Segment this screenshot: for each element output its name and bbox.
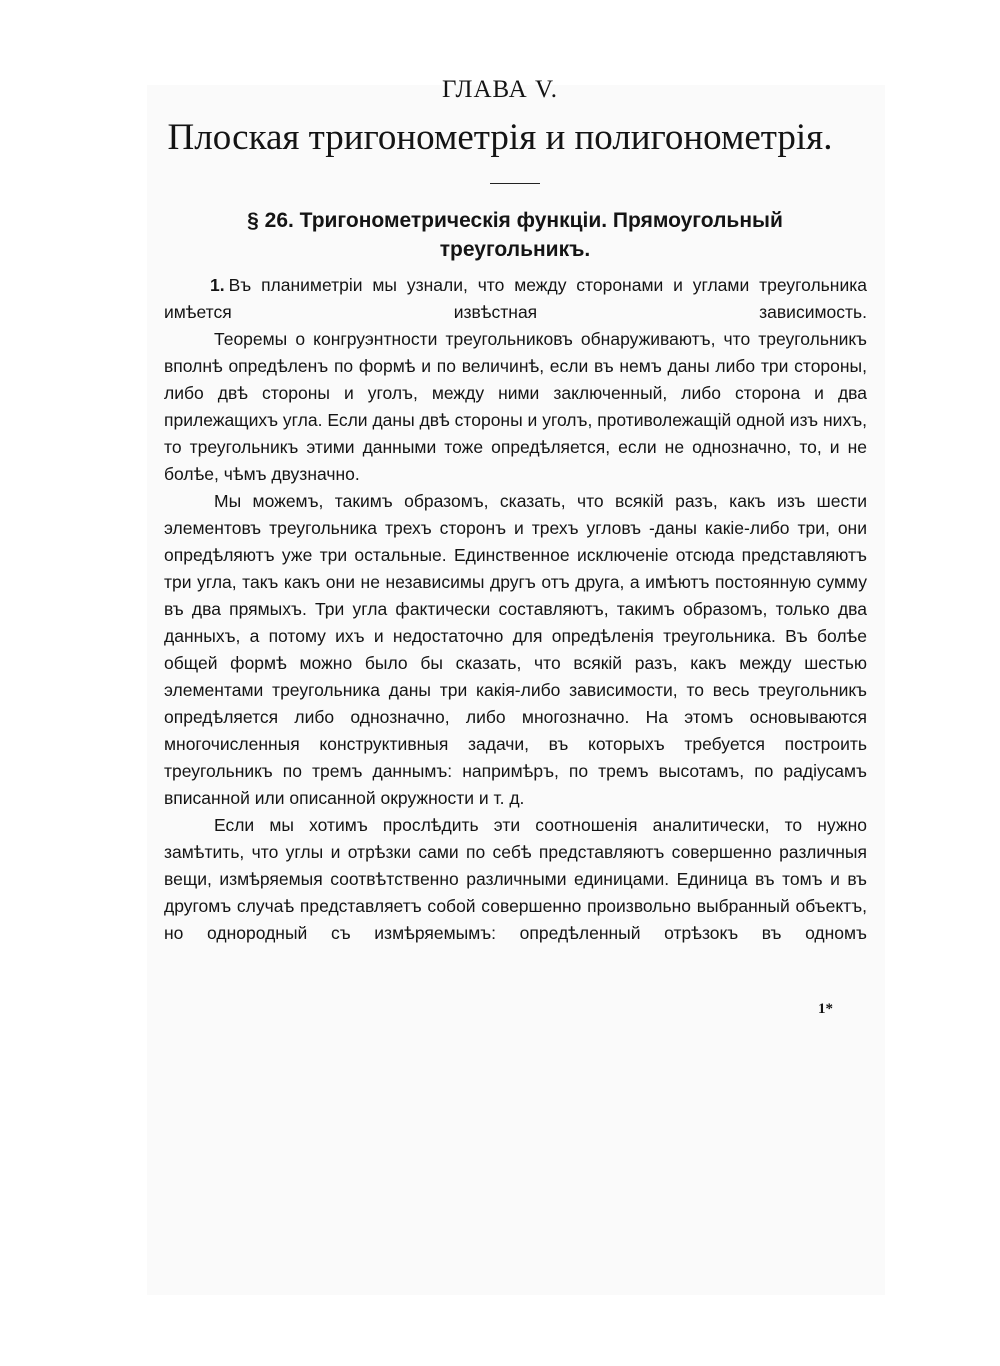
chapter-title: Плоская тригонометрія и полигонометрія. — [167, 117, 833, 158]
chapter-label: ГЛАВА V. — [441, 76, 559, 103]
paragraph-1 — [164, 272, 867, 326]
paragraph-number: 1. — [210, 275, 225, 295]
paragraph-2: Теоремы о конгруэнтности треугольниковъ обнаруживаютъ, что треугольникъ вполнѣ опредѣленъ по формѣ и по величинѣ, если въ немъ даны либо три стороны, либо двѣ стороны и уголъ, между ними заключенный, либо сторона и два прилежащихъ угла. Если даны двѣ стороны и уголъ, противолежащій одной изъ нихъ, то треугольникъ этими данными тоже опредѣляется, если не однозначно, то, и не болѣе, чѣмъ двузначно. — [164, 329, 867, 484]
section-title: § 26. Тригонометрическія функціи. Прямоугольный треугольникъ. — [247, 209, 783, 261]
paragraph-1-text: Въ планиметріи мы узнали, что между сторонами и углами треугольника имѣется извѣстная зависимость. — [164, 275, 867, 322]
paragraph-3: Мы можемъ, такимъ образомъ, сказать, что всякій разъ, какъ изъ шести элементовъ треугольника трехъ сторонъ и трехъ угловъ -даны какіе-либо три, они опредѣляютъ уже три остальные. Единственное исключеніе отсюда представляютъ три угла, такъ какъ они не независимы другъ отъ друга, а имѣютъ постоянную сумму въ два прямыхъ. Три угла фактически составляютъ, такимъ образомъ, только два данныхъ, а потому ихъ и недостаточно для опредѣленія треугольника. Въ болѣе общей формѣ можно было бы сказать, что всякій разъ, какъ между шестью элементами треугольника даны три какія-либо зависимости, то весь треугольникъ опредѣляется либо однозначно, либо многозначно. На этомъ основываются многочисленныя конструктивныя задачи, въ которыхъ требуется построить треугольникъ по тремъ даннымъ: напримѣръ, по тремъ высотамъ, по радіусамъ вписанной или описанной окружности и т. д. — [164, 491, 867, 808]
body-text — [164, 272, 867, 947]
page-signature: 1* — [818, 1001, 833, 1017]
paragraph-4: Если мы хотимъ прослѣдить эти соотношенія аналитически, то нужно замѣтить, что углы и отрѣзки сами по себѣ представляютъ совершенно различныя вещи, измѣряемыя соотвѣтственно различными единицами. Единица въ томъ и въ другомъ случаѣ представляетъ собой совершенно произвольно выбранный объектъ, но однородный съ измѣряемымъ: опредѣленный отрѣзокъ въ одномъ — [164, 815, 867, 943]
title-divider — [490, 183, 540, 184]
